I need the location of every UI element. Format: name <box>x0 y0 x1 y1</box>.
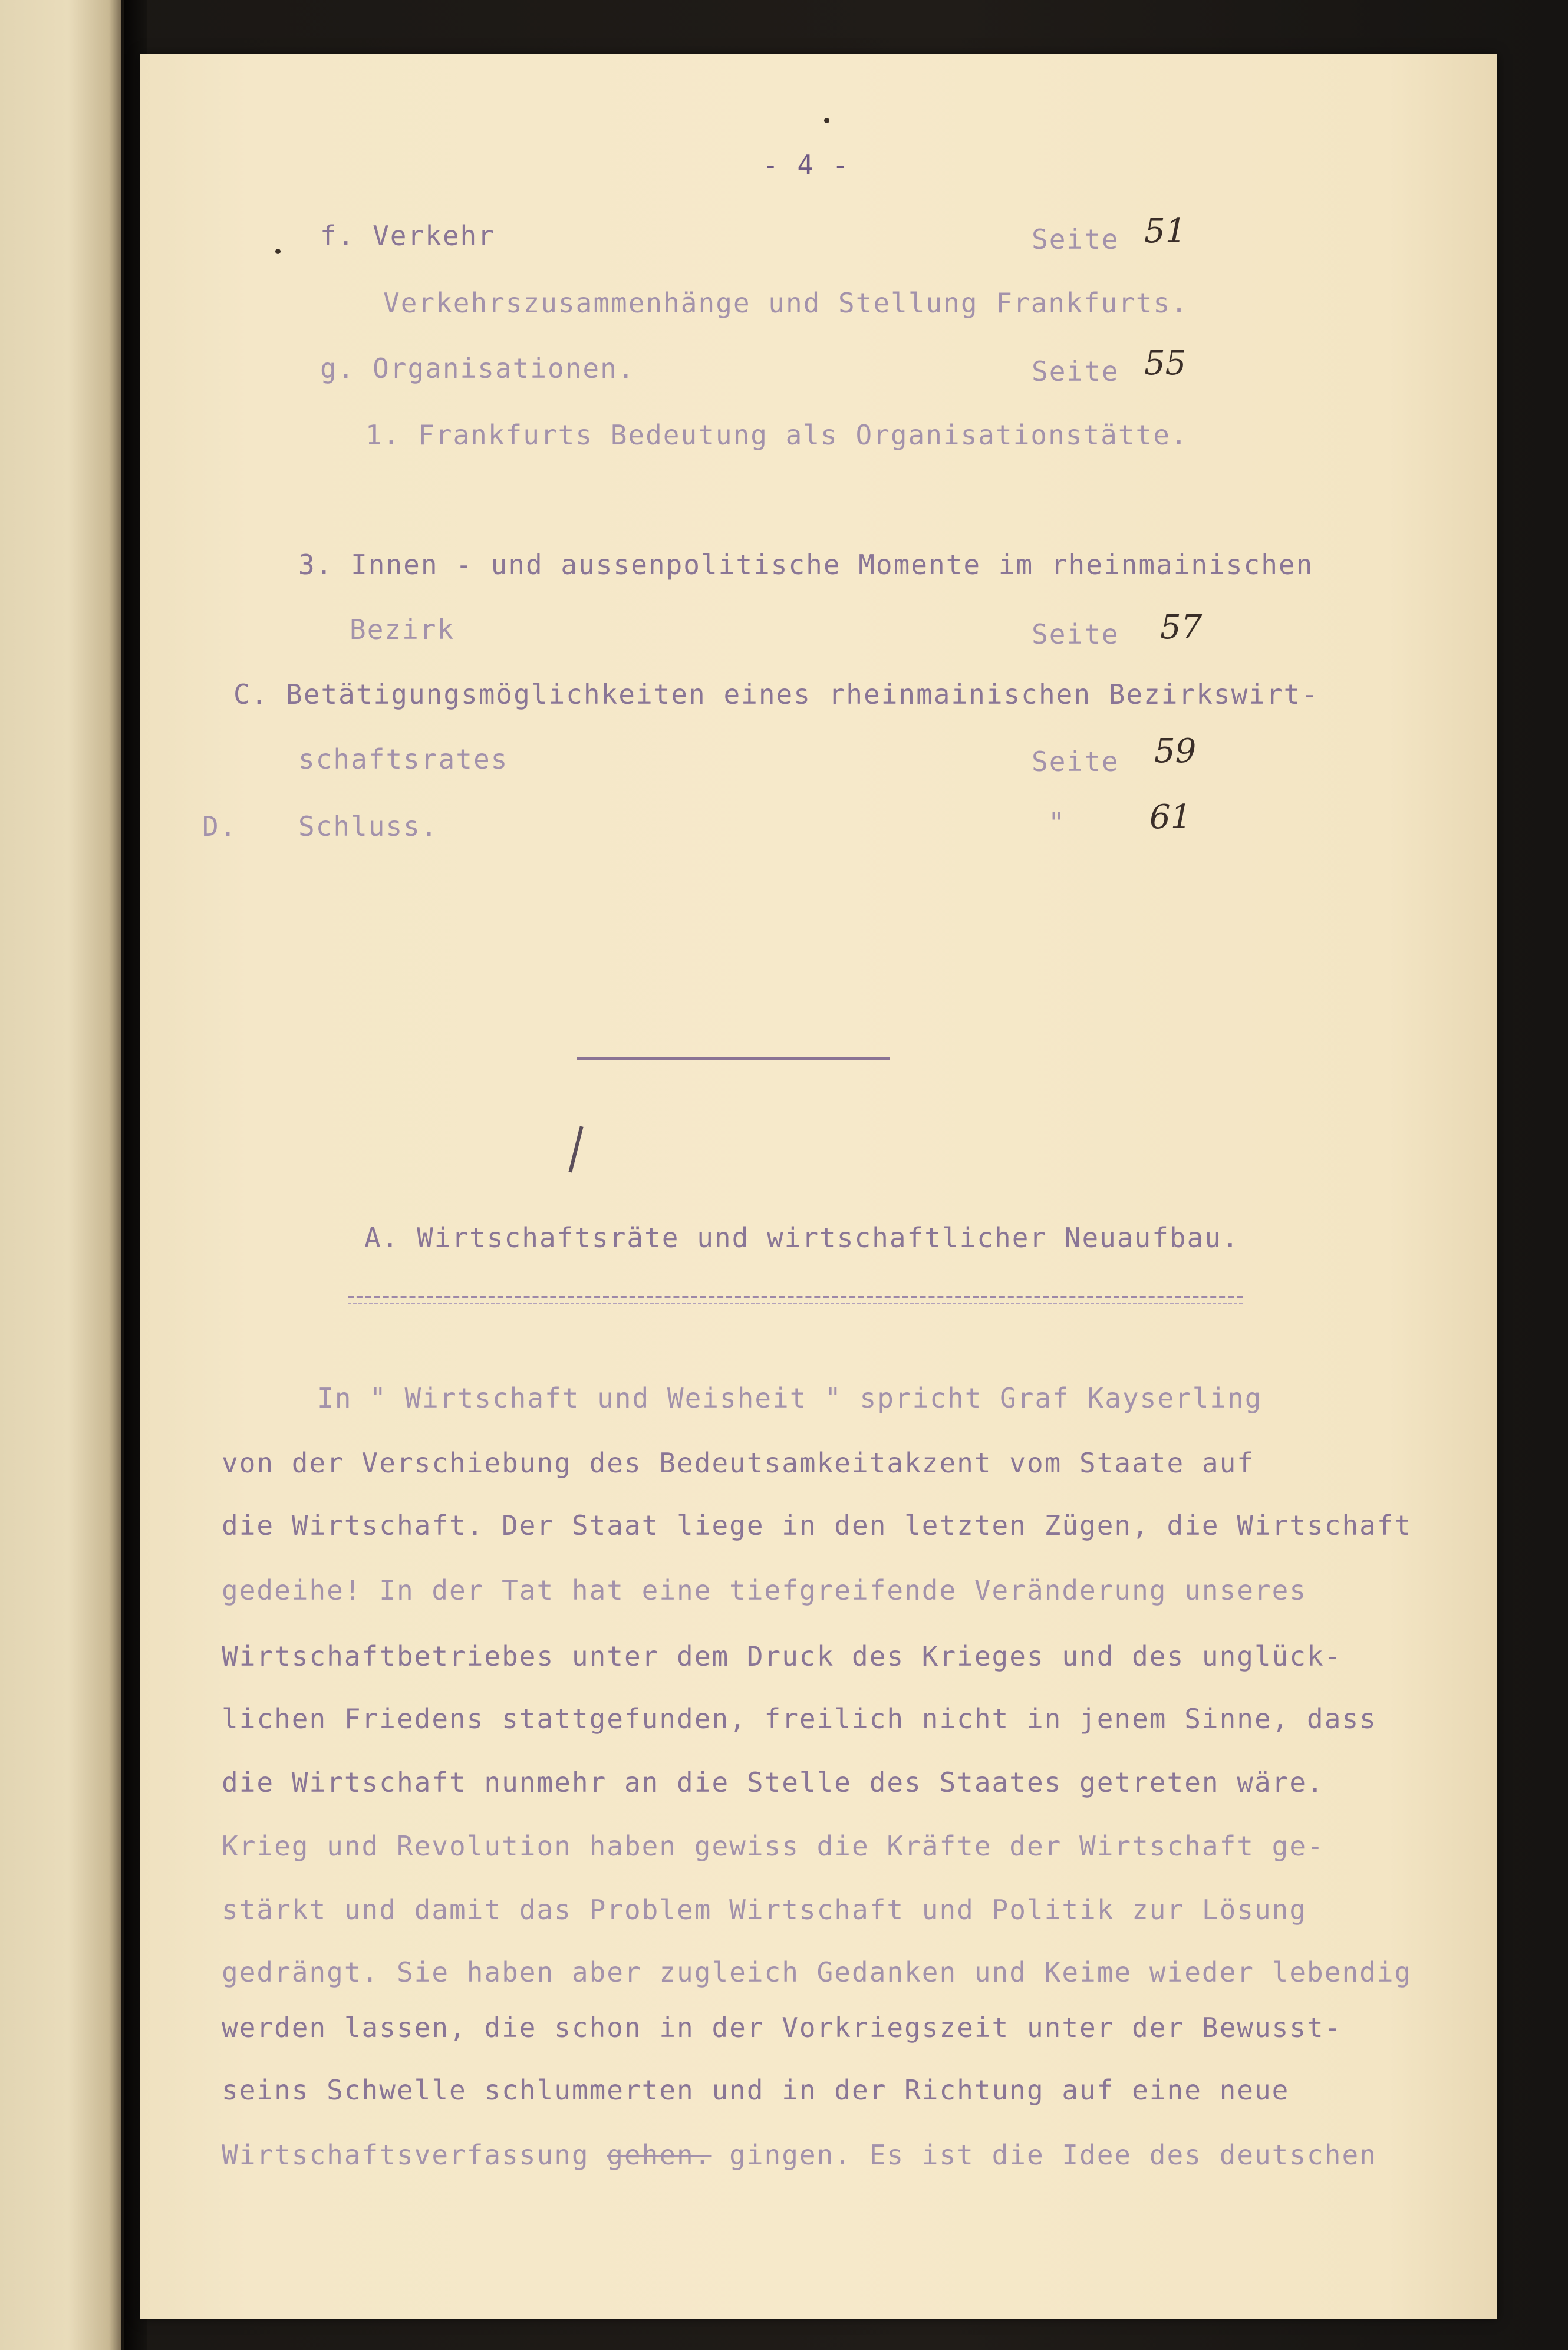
heading-underline-2 <box>348 1303 1243 1304</box>
toc-entry-f: f. Verkehr <box>320 220 495 252</box>
document-page <box>140 54 1497 2319</box>
separator-line <box>577 1057 890 1060</box>
facing-page-edge <box>0 0 124 2350</box>
ink-dot <box>275 249 281 254</box>
toc-entry-d-title: Schluss. <box>298 810 439 842</box>
body-line: In " Wirtschaft und Weisheit " spricht Graf Kayserling <box>317 1382 1263 1414</box>
toc-entry-3-cont: Bezirk <box>350 614 455 645</box>
body-text-after: gingen. Es ist die Idee des deutschen <box>711 2139 1377 2171</box>
toc-page-word: Seite <box>1032 618 1119 650</box>
toc-entry-g: g. Organisationen. <box>320 352 635 384</box>
struck-word: gehen. <box>607 2139 712 2171</box>
toc-page-word: Seite <box>1032 746 1119 777</box>
toc-page-word: Seite <box>1032 355 1119 387</box>
body-line: die Wirtschaft. Der Staat liege in den letzten Zügen, die Wirtschaft <box>222 1509 1412 1541</box>
toc-entry-c: C. Betätigungsmöglichkeiten eines rheinmainischen Bezirkswirt- <box>233 678 1319 710</box>
pencil-mark <box>568 1126 583 1172</box>
toc-ditto-mark: " <box>1048 807 1066 839</box>
body-line: seins Schwelle schlummerten und in der Richtung auf eine neue <box>222 2074 1290 2106</box>
body-line-last <box>222 2138 1377 2171</box>
body-line: von der Verschiebung des Bedeutsamkeitakzent vom Staate auf <box>222 1447 1254 1479</box>
toc-entry-c-cont: schaftsrates <box>298 743 509 775</box>
body-line: gedrängt. Sie haben aber zugleich Gedanken und Keime wieder lebendig <box>222 1956 1412 1988</box>
handwritten-page-number: 61 <box>1149 798 1192 836</box>
heading-underline <box>348 1296 1243 1298</box>
handwritten-page-number: 51 <box>1144 212 1187 251</box>
body-line: die Wirtschaft nunmehr an die Stelle des Staates getreten wäre. <box>222 1766 1325 1798</box>
toc-entry-3: 3. Innen - und aussenpolitische Momente im rheinmainischen <box>298 549 1314 581</box>
body-line: gedeihe! In der Tat hat eine tiefgreifende Veränderung unseres <box>222 1574 1307 1606</box>
toc-subentry: 1. Frankfurts Bedeutung als Organisationstätte. <box>365 419 1188 451</box>
body-text-before: Wirtschaftsverfassung <box>222 2139 607 2171</box>
page-number: - 4 - <box>762 149 850 181</box>
handwritten-page-number: 57 <box>1160 608 1203 647</box>
body-line: lichen Friedens stattgefunden, freilich nicht in jenem Sinne, dass <box>222 1703 1377 1735</box>
toc-entry-d: D. <box>202 810 238 842</box>
toc-subentry: Verkehrszusammenhänge und Stellung Frankfurts. <box>383 287 1188 319</box>
body-line: stärkt und damit das Problem Wirtschaft und Politik zur Lösung <box>222 1894 1307 1926</box>
handwritten-page-number: 59 <box>1154 732 1197 770</box>
body-line: Krieg und Revolution haben gewiss die Kräfte der Wirtschaft ge- <box>222 1830 1325 1862</box>
section-heading: A. Wirtschaftsräte und wirtschaftlicher Neuaufbau. <box>364 1222 1240 1254</box>
body-line: Wirtschaftbetriebes unter dem Druck des Krieges und des unglück- <box>222 1640 1342 1672</box>
ink-dot <box>824 118 829 123</box>
handwritten-page-number: 55 <box>1144 344 1187 383</box>
body-line: werden lassen, die schon in der Vorkriegszeit unter der Bewusst- <box>222 2012 1342 2044</box>
toc-page-word: Seite <box>1032 223 1119 255</box>
